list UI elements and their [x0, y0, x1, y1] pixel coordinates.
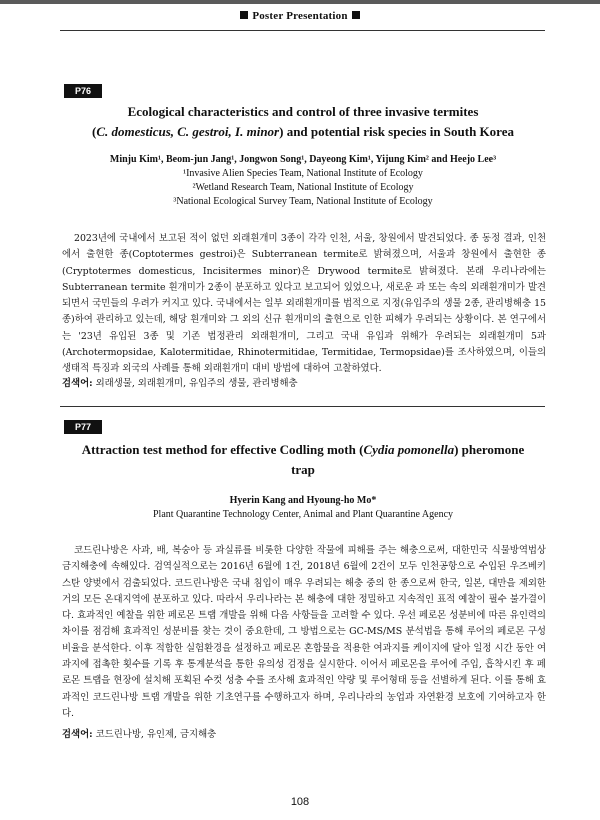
affiliation: ¹Invasive Alien Species Team, National Institute of Ecology — [183, 168, 423, 179]
top-bar — [0, 0, 600, 4]
abstract-paragraph: 2023년에 국내에서 보고된 적이 없던 외래흰개미 3종이 각각 인천, 서울, 창원에서 발견되었다. 종 동정 결과, 인천에서 출현한 종(Coptotermes gestroi)은 Subterranean termite로 밝혀졌으며, 서울과 창원에서 출현한 종(Cryptotermes domesticus, Incisitermes minor)은 Drywood termite로 밝혀졌다. 본래 우리나라에는 Subterranean termite 흰개미가 2종이 분포하고 있다고 보고되어 있었으나, 새로운 과 또는 속의 외래흰개미가 발견되면서 국민들의 우려가 커지고 있다. 국내에서는 일부 외래흰개미를 법적으로 지정(유입주의 생물 2종, 관리병해충 15종)하여 관리하고 있는데, 해당 흰개미와 그 외의 신규 흰개미의 출현으로 인한 피해가 우려되는 상황이다. 본 연구에서는 '23년 유입된 3종 및 기존 법정관리 외래흰개미, 그리고 국내 유입과 위해가 우려되는 외래흰개미 5과(Archotermopsidae, Kalotermitidae, Rhinotermitidae, Termitidae, Termopsidae)를 조사하였으며, 이들의 생태적 특징과 외국의 사례를 통해 외래흰개미 대비 방법에 대하여 고찰하였다. — [62, 233, 546, 375]
keywords-text: 외래생물, 외래흰개미, 유입주의 생물, 관리병해충 — [92, 378, 298, 389]
abstract-label-p77: P77 — [64, 420, 102, 434]
keywords-label: 검색어: — [62, 378, 93, 389]
title-line: Ecological characteristics and control of three invasive termites — [127, 104, 479, 119]
keywords-p77 — [62, 726, 546, 740]
section-divider — [60, 406, 545, 407]
authors-block-p76 — [62, 153, 544, 209]
abstract-body-p77 — [62, 543, 546, 722]
abstract-paragraph: 코드린나방은 사과, 배, 복숭아 등 과실류를 비롯한 다양한 작물에 피해를 주는 해충으로써, 대한민국 식물방역법상 금지해충에 속해있다. 검역실적으로는 2016년 6월에 1건, 2018년 6월에 2건이 모두 인천공항으로 수입된 우즈베키스탄 양벚에서 검출되었다. 코드린나방은 국내 침입이 매우 우려되는 해충 중의 한 종으로써 한국, 일본, 대만을 제외한 거의 모든 온대지역에 분포하고 있다. 따라서 우리나라는 본 해충에 대한 정밀하고 지속적인 표적 예찰이 필수 불가결이다. 효과적인 예찰을 위한 페로몬 트랩 개발을 위해 다음 사항들을 고려할 수 있다. 우선 페로몬 성분비에 따른 유인력의 차이를 점검해 효과적인 성분비를 찾는 것이 중요한데, 그 방법으로는 GC-MS/MS 분석법을 통해 루어의 페로몬 구성비율을 분석한다. 이후 적합한 실험환경을 설정하고 페로몬 혼합물을 적용한 여과지를 케이지에 달아 일정 시간 동안 여과지에 접촉한 횟수를 기록 후 통계분석을 통한 유의성 검정을 실시한다. 이어서 페로몬을 루어에 주입, 흡착시킨 후 페로몬 트랩을 현장에 설치해 포획된 수컷 성충 수를 조사해 효과적인 약량 및 루어형태 등을 선별하게 된다. 이를 통해 효과적인 코드린나방 트랩 개발을 위한 기초연구를 수행하고자 하며, 우리나라의 농업과 자연환경 보호에 기여하고자 한다. — [62, 545, 546, 719]
square-bullet-icon — [352, 11, 360, 19]
authors-block-p77 — [62, 494, 544, 522]
section-title: Poster Presentation — [252, 10, 348, 22]
affiliation: ²Wetland Research Team, National Institute of Ecology — [192, 182, 414, 193]
affiliation: ³National Ecological Survey Team, National Institute of Ecology — [173, 196, 433, 207]
keywords-p76 — [62, 375, 546, 389]
author-list: Hyerin Kang and Hyoung-ho Mo* — [229, 495, 377, 506]
title-line: trap — [291, 462, 315, 477]
title-line: Attraction test method for effective Codling moth (Cydia pomonella) pheromone — [81, 442, 525, 457]
abstract-title-p76 — [62, 102, 544, 142]
title-line: (C. domesticus, C. gestroi, I. minor) and potential risk species in South Korea — [92, 124, 514, 139]
abstract-label-p76: P76 — [64, 84, 102, 98]
page-number: 108 — [290, 796, 310, 808]
keywords-text: 코드린나방, 유인제, 금지해충 — [92, 729, 217, 740]
section-header — [0, 10, 600, 22]
author-list: Minju Kim¹, Beom-jun Jang¹, Jongwon Song¹, Dayeong Kim¹, Yijung Kim² and Heejo Lee³ — [109, 154, 497, 165]
affiliation: Plant Quarantine Technology Center, Animal and Plant Quarantine Agency — [152, 509, 454, 520]
keywords-label: 검색어: — [62, 729, 93, 740]
abstract-title-p77 — [62, 440, 544, 480]
abstract-body-p76 — [62, 231, 546, 378]
header-rule — [60, 30, 545, 31]
square-bullet-icon — [240, 11, 248, 19]
